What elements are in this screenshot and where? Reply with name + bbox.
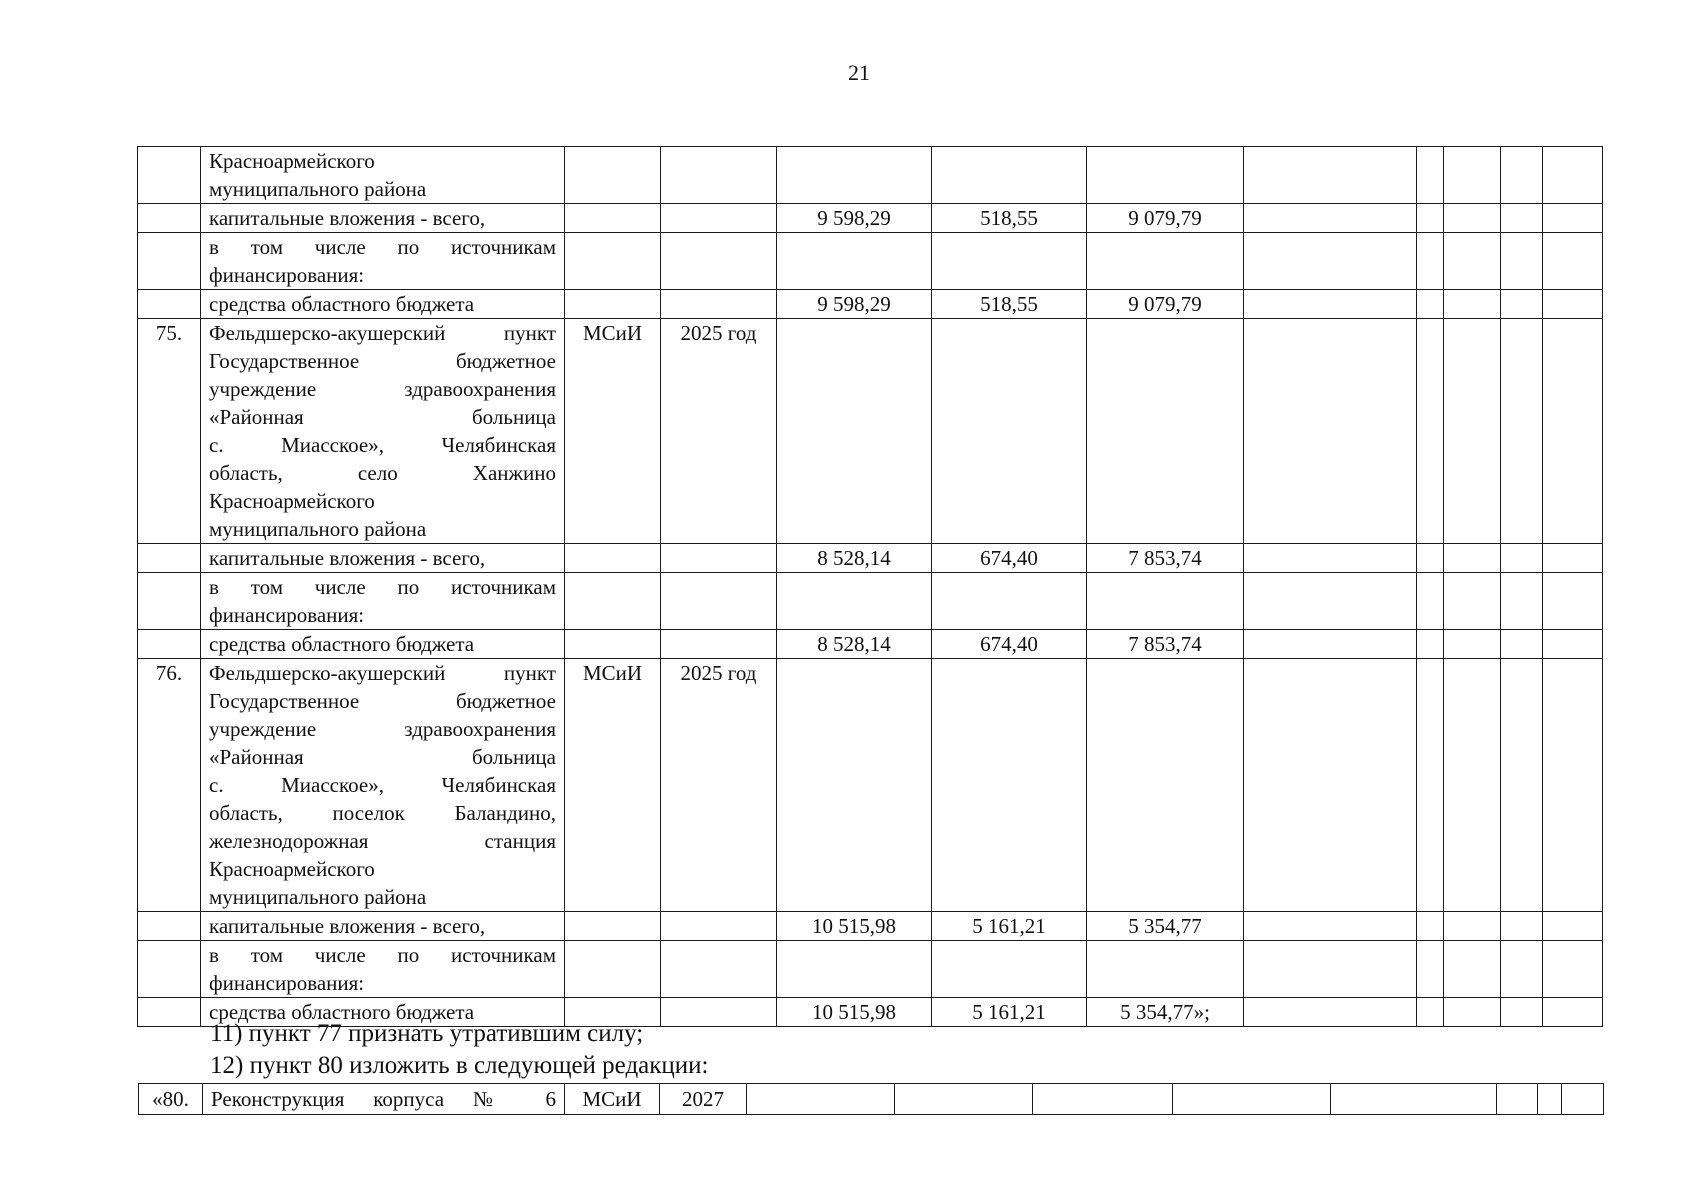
- row-number: [138, 233, 201, 290]
- empty-cell: [1543, 204, 1603, 233]
- row-number: [138, 544, 201, 573]
- row-total-value: 10 515,98: [777, 998, 932, 1027]
- empty-cell: [1244, 573, 1417, 630]
- description-line: Фельдшерско-акушерский пункт: [209, 661, 556, 685]
- row-period: [661, 290, 777, 319]
- paragraph-item-11: 11) пункт 77 признать утратившим силу;: [210, 1020, 644, 1047]
- description-line: финансирования:: [209, 971, 365, 995]
- empty-cell: [1444, 290, 1501, 319]
- empty-cell: [1417, 998, 1444, 1027]
- row-description: [201, 912, 565, 941]
- row-period: [661, 233, 777, 290]
- row-description: [201, 573, 565, 630]
- tail-period: 2027: [660, 1084, 747, 1115]
- empty-cell: [1501, 544, 1543, 573]
- row-number: [138, 912, 201, 941]
- row-description: [201, 659, 565, 912]
- row-period: [661, 544, 777, 573]
- tail-row: [139, 1084, 1604, 1115]
- row-value-2: 518,55: [932, 290, 1087, 319]
- new-item-80-table: [138, 1083, 1604, 1115]
- description-line: муниципального района: [209, 517, 427, 541]
- empty-cell: [1417, 912, 1444, 941]
- empty-cell: [1543, 290, 1603, 319]
- row-number: 75.: [138, 319, 201, 544]
- page-number: 21: [848, 60, 870, 85]
- description-line: область, поселок Баландино,: [209, 801, 556, 825]
- row-period: [661, 204, 777, 233]
- row-period: [661, 573, 777, 630]
- row-description: [201, 233, 565, 290]
- description-line: с. Миасское», Челябинская: [209, 433, 556, 457]
- table-row: [138, 233, 1603, 290]
- table-row: [138, 319, 1603, 544]
- empty-cell: [1244, 319, 1417, 544]
- row-total-value: 10 515,98: [777, 912, 932, 941]
- empty-cell: [1501, 573, 1543, 630]
- empty-cell: [1501, 204, 1543, 233]
- tail-empty-cell: [1173, 1084, 1331, 1115]
- empty-cell: [1543, 998, 1603, 1027]
- empty-cell: [1501, 630, 1543, 659]
- row-agency: [565, 630, 661, 659]
- empty-cell: [1417, 147, 1444, 204]
- row-total-value: 8 528,14: [777, 544, 932, 573]
- table-row: [138, 941, 1603, 998]
- empty-cell: [1444, 147, 1501, 204]
- row-value-3: 5 354,77»;: [1087, 998, 1244, 1027]
- description-line: капитальные вложения - всего,: [209, 206, 486, 230]
- description-line: муниципального района: [209, 885, 427, 909]
- empty-cell: [1444, 204, 1501, 233]
- description-line: железнодорожная станция: [209, 829, 556, 853]
- row-value-2: [932, 659, 1087, 912]
- row-value-3: 7 853,74: [1087, 630, 1244, 659]
- description-line: «Районная больница: [209, 745, 556, 769]
- row-number: [138, 204, 201, 233]
- description-line: Красноармейского: [209, 149, 375, 173]
- row-number: [138, 941, 201, 998]
- row-total-value: 8 528,14: [777, 630, 932, 659]
- description-line: Красноармейского: [209, 489, 375, 513]
- description-line: Фельдшерско-акушерский пункт: [209, 321, 556, 345]
- empty-cell: [1444, 912, 1501, 941]
- empty-cell: [1244, 233, 1417, 290]
- row-number: [138, 573, 201, 630]
- tail-empty-cell: [1562, 1084, 1604, 1115]
- row-value-3: 9 079,79: [1087, 204, 1244, 233]
- table-row: [138, 630, 1603, 659]
- description-line: капитальные вложения - всего,: [209, 546, 486, 570]
- tail-empty-cell: [747, 1084, 895, 1115]
- empty-cell: [1244, 544, 1417, 573]
- row-total-value: 9 598,29: [777, 204, 932, 233]
- description-line: финансирования:: [209, 603, 365, 627]
- description-line: финансирования:: [209, 263, 365, 287]
- empty-cell: [1501, 147, 1543, 204]
- row-value-2: 5 161,21: [932, 912, 1087, 941]
- row-period: [661, 941, 777, 998]
- description-line: Красноармейского: [209, 857, 375, 881]
- row-period: [661, 912, 777, 941]
- row-total-value: [777, 573, 932, 630]
- tail-num: «80.: [139, 1084, 203, 1115]
- row-period: [661, 147, 777, 204]
- empty-cell: [1444, 941, 1501, 998]
- description-line: область, село Ханжино: [209, 461, 556, 485]
- row-total-value: 9 598,29: [777, 290, 932, 319]
- empty-cell: [1244, 290, 1417, 319]
- empty-cell: [1244, 659, 1417, 912]
- empty-cell: [1417, 630, 1444, 659]
- empty-cell: [1444, 319, 1501, 544]
- empty-cell: [1417, 544, 1444, 573]
- row-value-3: [1087, 941, 1244, 998]
- description-line: учреждение здравоохранения: [209, 377, 556, 401]
- row-value-2: 5 161,21: [932, 998, 1087, 1027]
- tail-empty-cell: [1497, 1084, 1538, 1115]
- row-value-3: 5 354,77: [1087, 912, 1244, 941]
- description-line: Государственное бюджетное: [209, 689, 556, 713]
- row-value-3: [1087, 659, 1244, 912]
- empty-cell: [1244, 941, 1417, 998]
- tail-empty-cell: [1331, 1084, 1497, 1115]
- row-agency: МСиИ: [565, 659, 661, 912]
- row-description: [201, 544, 565, 573]
- empty-cell: [1543, 319, 1603, 544]
- row-value-2: 518,55: [932, 204, 1087, 233]
- row-total-value: [777, 659, 932, 912]
- row-agency: [565, 233, 661, 290]
- description-line: в том числе по источникам: [209, 575, 556, 599]
- description-line: муниципального района: [209, 177, 427, 201]
- row-description: [201, 941, 565, 998]
- empty-cell: [1444, 998, 1501, 1027]
- description-line: «Районная больница: [209, 405, 556, 429]
- empty-cell: [1543, 912, 1603, 941]
- row-agency: [565, 544, 661, 573]
- empty-cell: [1501, 659, 1543, 912]
- empty-cell: [1543, 573, 1603, 630]
- row-description: [201, 147, 565, 204]
- row-agency: [565, 941, 661, 998]
- row-agency: МСиИ: [565, 319, 661, 544]
- table-row: [138, 544, 1603, 573]
- empty-cell: [1417, 290, 1444, 319]
- empty-cell: [1543, 630, 1603, 659]
- empty-cell: [1543, 659, 1603, 912]
- description-line: средства областного бюджета: [209, 292, 475, 316]
- empty-cell: [1417, 941, 1444, 998]
- empty-cell: [1244, 147, 1417, 204]
- row-value-2: 674,40: [932, 630, 1087, 659]
- row-value-2: [932, 233, 1087, 290]
- description-line: Государственное бюджетное: [209, 349, 556, 373]
- table-row: [138, 659, 1603, 912]
- row-number: [138, 630, 201, 659]
- table-row: [138, 573, 1603, 630]
- row-number: [138, 290, 201, 319]
- description-line: в том числе по источникам: [209, 235, 556, 259]
- description-line: средства областного бюджета: [209, 1000, 475, 1024]
- table-row: [138, 912, 1603, 941]
- table-row: [138, 204, 1603, 233]
- row-value-2: [932, 941, 1087, 998]
- description-line: с. Миасское», Челябинская: [209, 773, 556, 797]
- empty-cell: [1417, 573, 1444, 630]
- empty-cell: [1501, 290, 1543, 319]
- row-value-3: 9 079,79: [1087, 290, 1244, 319]
- row-number: 76.: [138, 659, 201, 912]
- description-line: учреждение здравоохранения: [209, 717, 556, 741]
- row-period: 2025 год: [661, 319, 777, 544]
- tail-empty-cell: [1033, 1084, 1173, 1115]
- row-value-3: [1087, 319, 1244, 544]
- tail-agency: МСиИ: [565, 1084, 660, 1115]
- row-value-3: 7 853,74: [1087, 544, 1244, 573]
- description-line: в том числе по источникам: [209, 943, 556, 967]
- tail-empty-cell: [895, 1084, 1033, 1115]
- empty-cell: [1244, 630, 1417, 659]
- row-description: [201, 290, 565, 319]
- table-row: [138, 147, 1603, 204]
- row-total-value: [777, 319, 932, 544]
- row-description: [201, 204, 565, 233]
- empty-cell: [1543, 147, 1603, 204]
- empty-cell: [1244, 912, 1417, 941]
- row-value-2: [932, 573, 1087, 630]
- description-line: капитальные вложения - всего,: [209, 914, 486, 938]
- empty-cell: [1444, 630, 1501, 659]
- row-value-2: [932, 319, 1087, 544]
- empty-cell: [1417, 659, 1444, 912]
- empty-cell: [1417, 233, 1444, 290]
- empty-cell: [1444, 659, 1501, 912]
- description-line: средства областного бюджета: [209, 632, 475, 656]
- empty-cell: [1501, 941, 1543, 998]
- row-period: 2025 год: [661, 659, 777, 912]
- row-number: [138, 998, 201, 1027]
- table-row: [138, 290, 1603, 319]
- empty-cell: [1543, 544, 1603, 573]
- row-total-value: [777, 941, 932, 998]
- row-agency: [565, 573, 661, 630]
- empty-cell: [1244, 998, 1417, 1027]
- tail-empty-cell: [1538, 1084, 1562, 1115]
- row-value-3: [1087, 573, 1244, 630]
- row-value-3: [1087, 147, 1244, 204]
- empty-cell: [1417, 204, 1444, 233]
- row-description: [201, 319, 565, 544]
- empty-cell: [1444, 573, 1501, 630]
- row-agency: [565, 912, 661, 941]
- row-total-value: [777, 233, 932, 290]
- row-value-2: [932, 147, 1087, 204]
- paragraph-item-12: 12) пункт 80 изложить в следующей редакции:: [210, 1052, 709, 1079]
- row-total-value: [777, 147, 932, 204]
- row-period: [661, 630, 777, 659]
- row-value-3: [1087, 233, 1244, 290]
- row-agency: [565, 147, 661, 204]
- empty-cell: [1501, 912, 1543, 941]
- row-period: [661, 998, 777, 1027]
- row-description: [201, 630, 565, 659]
- empty-cell: [1501, 319, 1543, 544]
- empty-cell: [1501, 233, 1543, 290]
- row-agency: [565, 290, 661, 319]
- empty-cell: [1244, 204, 1417, 233]
- row-value-2: 674,40: [932, 544, 1087, 573]
- tail-desc: Реконструкция корпуса № 6: [203, 1084, 565, 1115]
- investment-table: [137, 146, 1603, 1027]
- empty-cell: [1501, 998, 1543, 1027]
- empty-cell: [1444, 233, 1501, 290]
- empty-cell: [1543, 941, 1603, 998]
- empty-cell: [1444, 544, 1501, 573]
- row-agency: [565, 204, 661, 233]
- row-number: [138, 147, 201, 204]
- empty-cell: [1543, 233, 1603, 290]
- empty-cell: [1417, 319, 1444, 544]
